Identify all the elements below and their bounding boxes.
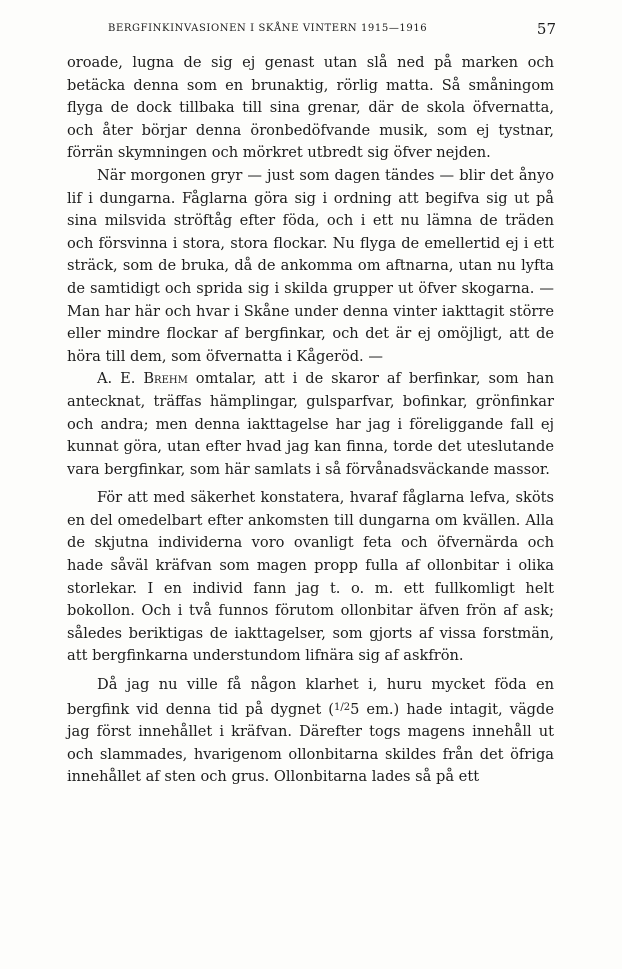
paragraph-continued: oroade, lugna de sig ej genast utan slå ned på marken och betäcka denna som en brunaktig, rörlig matta. Så småningom flyga de dock tillbaka till sina grenar, där de skola öfvernatta, och åter börjar denna öronbedöfvande musik, som ej tystnar, förrän skymningen och mörkret utbredt sig öfver nejden. (67, 54, 554, 162)
body-text (67, 52, 554, 789)
paragraph-brehm-text: omtalar, att i de skaror af berfinkar, som han antecknat, träffas hämplingar, gulsparfvar, bofinkar, grönfinkar och andra; men denna iakttagelse har jag i föreliggande fall ej kunnat göra, utan efter hvad jag kan finna, torde det uteslutande vara bergfinkar, som här samlats i så förvånadsväckande massor. (67, 370, 555, 478)
weighing-text-start: Då jag nu ville få någon klarhet i, huru mycket föda en bergfink vid denna tid på dygnet ( (67, 676, 554, 718)
page-number: 57 (536, 20, 556, 38)
paragraph-brehm (67, 368, 554, 481)
weighing-text-end: 5 em.) hade intagit, vägde jag först innehållet i kräfvan. Därefter togs magens innehåll ut och slammades, hvarigenom ollonbitarna skildes från det öfriga innehållet af sten och grus. Ollonbitarna lades så på ett (67, 700, 554, 786)
fraction: 1/2 (333, 701, 351, 713)
running-head (66, 20, 556, 42)
running-title: BERGFINKINVASIONEN I SKÅNE VINTERN 1915—1916 (108, 23, 428, 34)
paragraph-food: För att med säkerhet konstatera, hvaraf fåglarna lefva, sköts en del omedelbart efter ankomsten till dungarna om kvällen. Alla de skjutna individerna voro ovanligt feta och öfvernärda och hade såväl kräfvan som magen propp fulla af ollonbitar i olika storlekar. I en individ fann jag t. o. m. ett fullkomligt helt bokollon. Och i två funnos förutom ollonbitar äfven frön af ask; således beriktigas de iakttagelser, som gjorts af vissa forstmän, att bergfinkarna understundom lifnära sig af askfrön. (67, 489, 554, 665)
paragraph-morning: När morgonen gryr — just som dagen tändes — blir det ånyo lif i dungarna. Fåglarna göra sig i ordning att begifva sig ut på sina milsvida ströftåg efter föda, och i ett nu lämna de träden och försvinna i stora, stora flockar. Nu flyga de emellertid ej i ett sträck, som de bruka, då de ankomma om aftnarna, utan nu lyfta de samtidigt och sprida sig i skilda grupper ut öfver skogarna. — Man har här och hvar i Skåne under denna vinter iakttagit större eller mindre flockar af bergfinkar, och det är ej omöjligt, att de höra till dem, som öfvernatta i Kågeröd. — (67, 166, 554, 365)
author-name: A. E. Brehm (97, 370, 188, 388)
paragraph-weighing (67, 674, 554, 789)
